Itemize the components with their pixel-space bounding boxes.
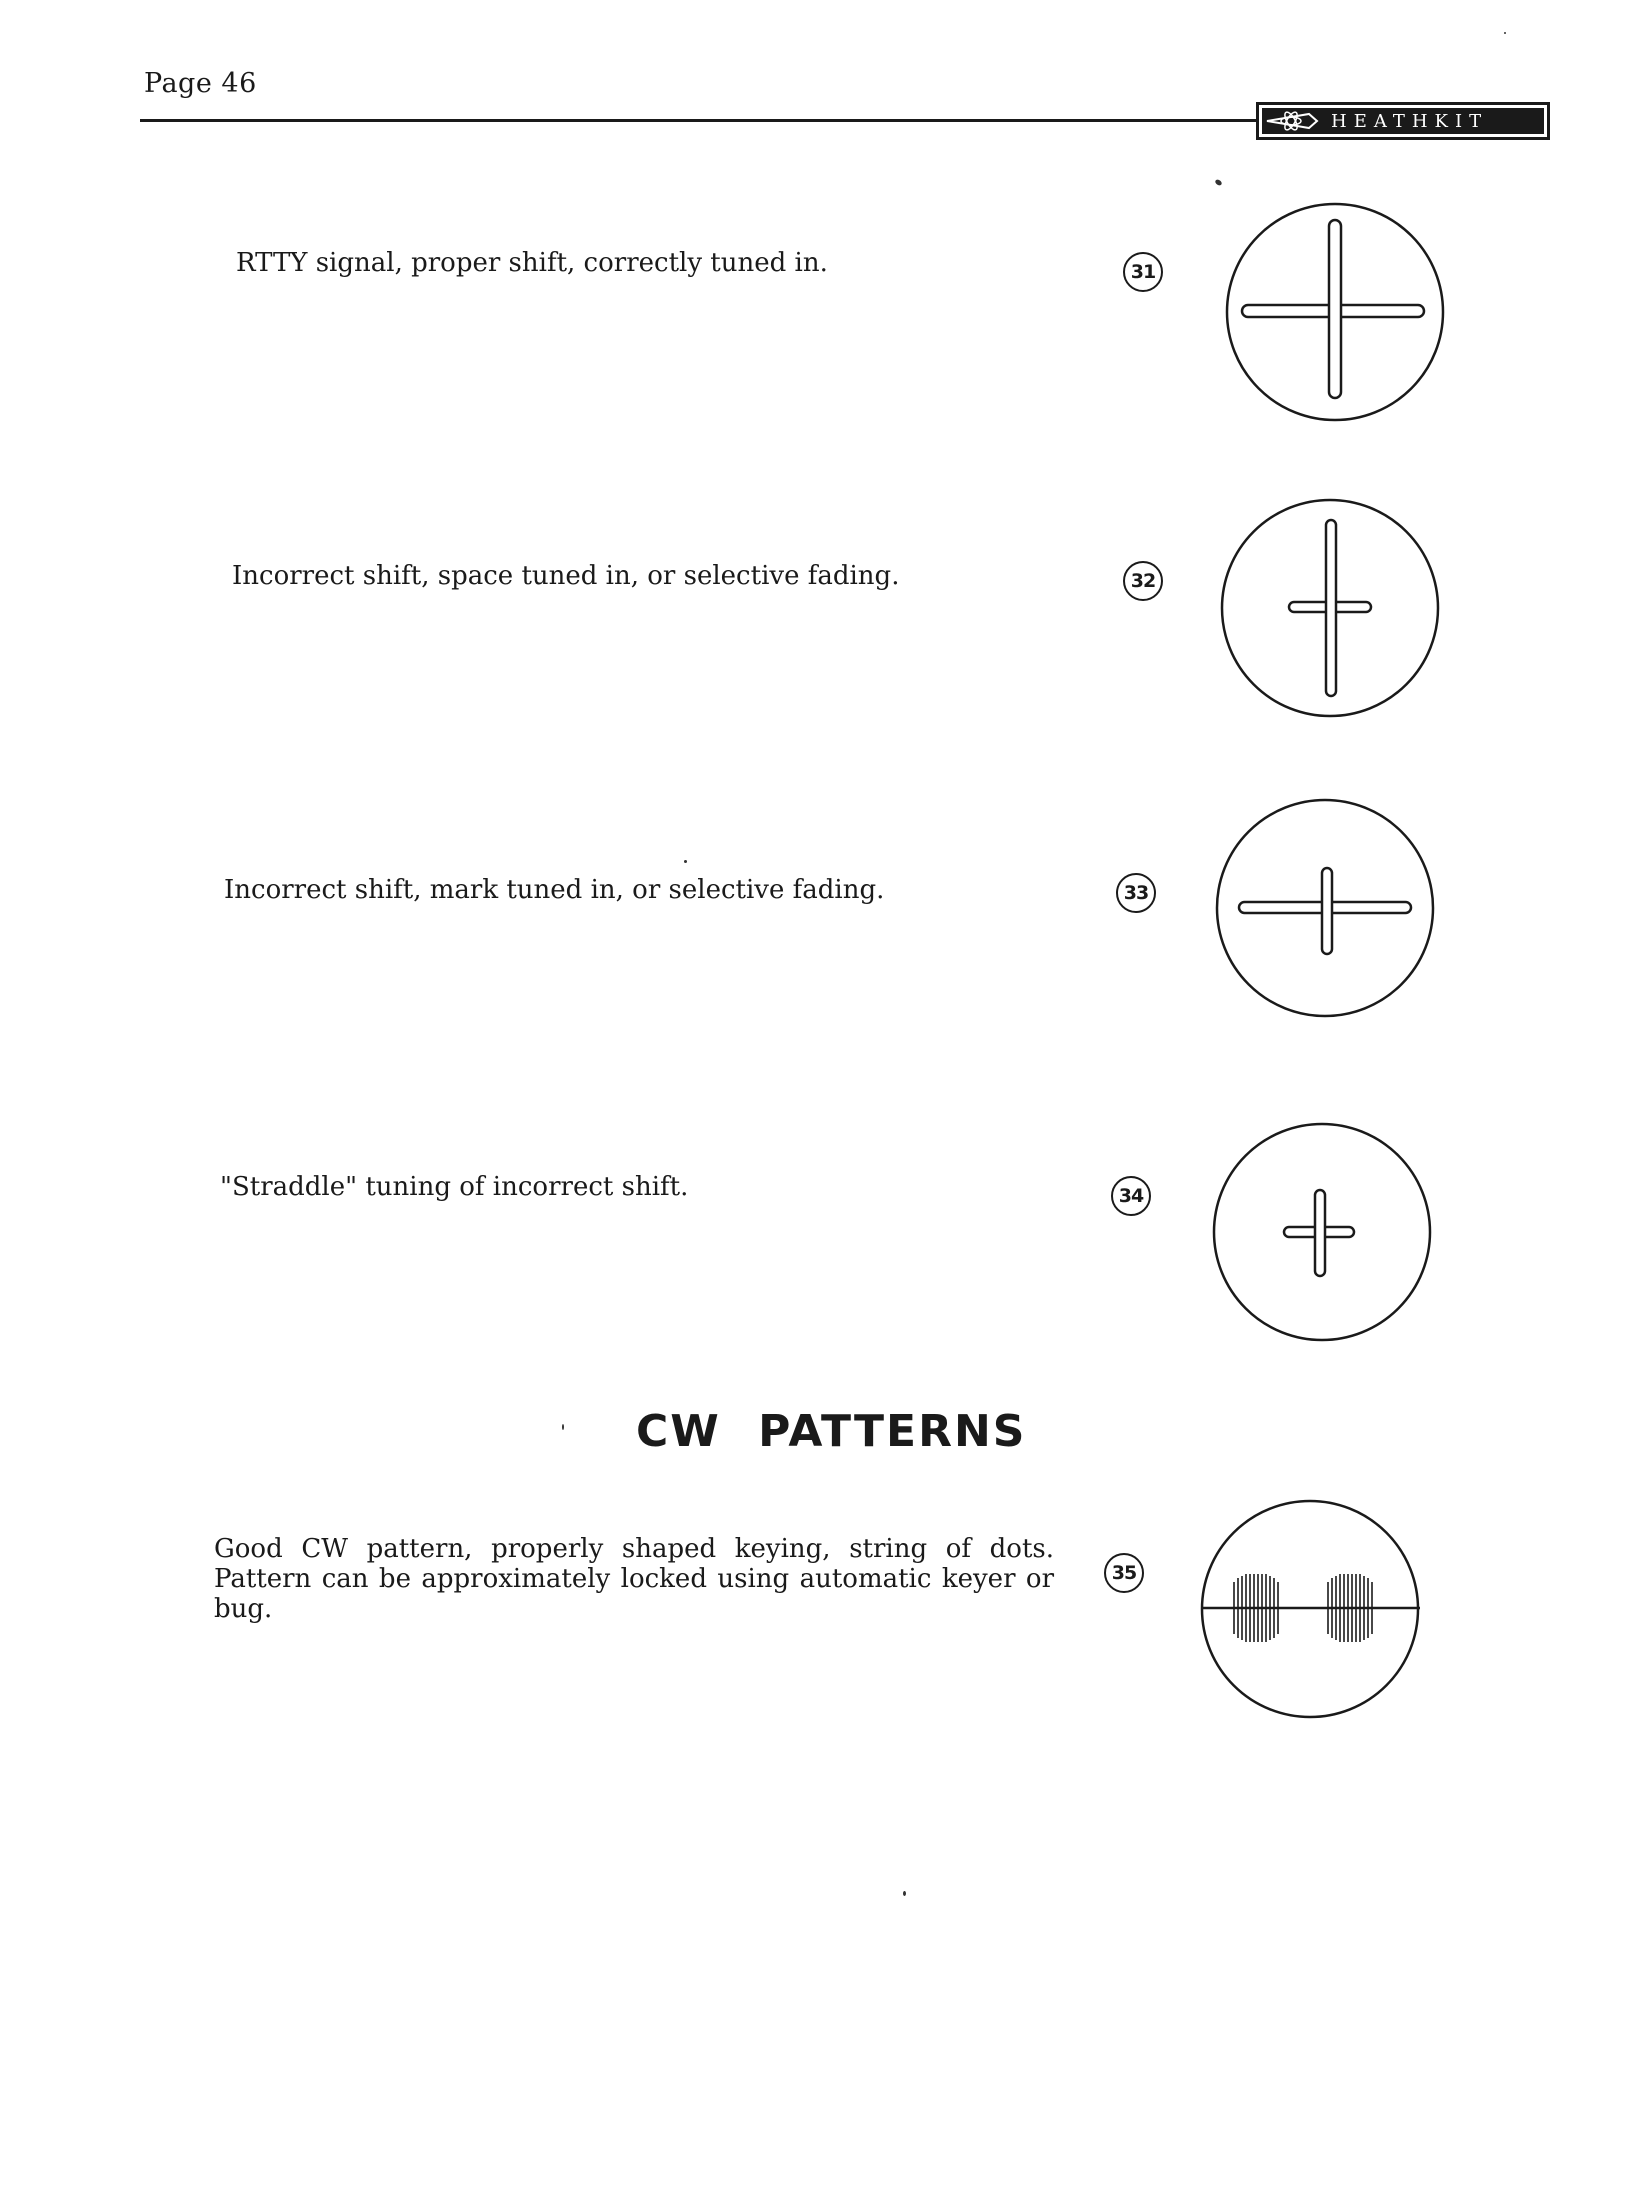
figure-33-scope-pattern xyxy=(1215,798,1435,1018)
figure-33-number: 33 xyxy=(1116,873,1156,913)
figure-33-caption: Incorrect shift, mark tuned in, or selective fading. xyxy=(224,875,885,905)
figure-35-number: 35 xyxy=(1104,1553,1144,1593)
scan-speck xyxy=(903,1891,906,1896)
brand-logo xyxy=(1256,102,1550,140)
figure-32-scope-pattern xyxy=(1220,498,1440,718)
page-number: Page 46 xyxy=(144,68,257,99)
scan-speck xyxy=(1504,32,1506,34)
scan-speck xyxy=(1214,178,1223,186)
brand-text: HEATHKIT xyxy=(1331,110,1489,132)
scan-speck xyxy=(562,1424,564,1430)
figure-35-scope-pattern xyxy=(1196,1498,1426,1720)
figure-31-scope-pattern xyxy=(1225,202,1445,422)
figure-34-caption: "Straddle" tuning of incorrect shift. xyxy=(220,1172,689,1202)
figure-34-number: 34 xyxy=(1111,1176,1151,1216)
header-rule xyxy=(140,119,1260,122)
figure-35-caption: Good CW pattern, properly shaped keying, string of dots. Pattern can be approximately locked using automatic keyer or bug. xyxy=(214,1534,1054,1624)
section-heading: CW PATTERNS xyxy=(636,1406,1027,1457)
figure-32-number: 32 xyxy=(1123,561,1163,601)
figure-32-caption: Incorrect shift, space tuned in, or selective fading. xyxy=(232,561,900,591)
brand-emblem-icon xyxy=(1259,105,1325,137)
figure-34-scope-pattern xyxy=(1212,1122,1432,1342)
scan-speck xyxy=(684,860,687,863)
figure-31-caption: RTTY signal, proper shift, correctly tuned in. xyxy=(236,248,828,278)
figure-31-number: 31 xyxy=(1123,252,1163,292)
